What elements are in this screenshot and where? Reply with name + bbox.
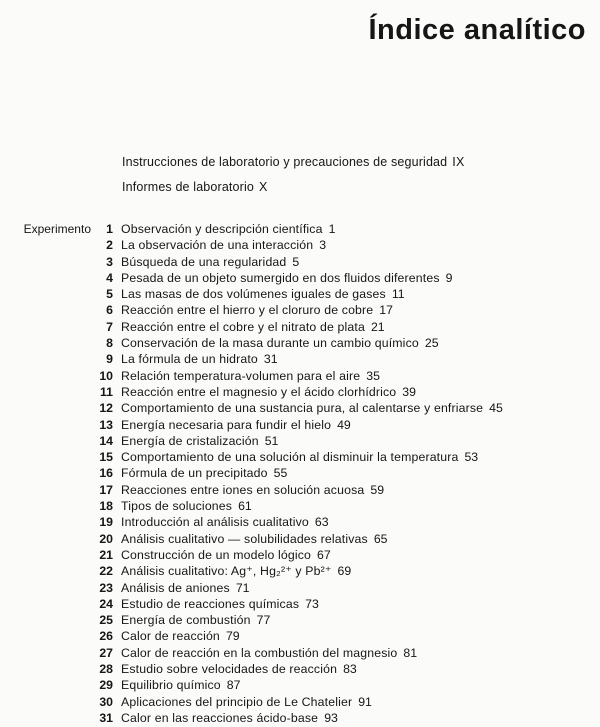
experiment-number: 12 <box>99 401 113 416</box>
experiment-entry <box>0 466 600 482</box>
experiment-entry <box>0 629 600 645</box>
experiment-title: Reacción entre el cobre y el nitrato de plata <box>121 319 365 334</box>
experiment-title: Estudio sobre velocidades de reacción <box>121 662 338 677</box>
experiment-title: Calor de reacción <box>121 629 220 644</box>
experiment-page: 91 <box>358 694 372 709</box>
experiment-entry <box>0 385 600 401</box>
experiment-list <box>0 222 600 727</box>
experiment-number: 1 <box>106 222 113 236</box>
experiment-number: 2 <box>106 238 113 253</box>
experiment-page: 93 <box>324 710 338 725</box>
experiment-page: 31 <box>263 352 278 367</box>
experiment-title: Reacción entre el hierro y el cloruro de cobre <box>121 303 374 318</box>
experiment-title: Búsqueda de una regularidad <box>121 254 287 269</box>
experiment-page: 51 <box>264 433 279 448</box>
experiment-number: 19 <box>99 515 113 530</box>
experiment-number: 25 <box>99 613 113 628</box>
experiment-title: Reacciones entre iones en solución acuosa <box>121 482 365 497</box>
experiment-page: 21 <box>370 319 385 334</box>
experiment-title: Fórmula de un precipitado <box>121 466 268 481</box>
experiment-title: Comportamiento de una solución al disminuir la temperatura <box>121 450 459 465</box>
experiment-entry <box>0 548 600 564</box>
experiment-page: 65 <box>373 531 388 546</box>
front-matter-entry <box>122 155 464 169</box>
experiment-page: 53 <box>464 450 479 465</box>
experiment-entry <box>0 483 600 499</box>
experiment-number: 28 <box>99 662 113 677</box>
experiment-entry <box>0 369 600 385</box>
experiment-title: Energía de cristalización <box>121 433 259 448</box>
experiment-page: 81 <box>403 645 418 660</box>
experiment-number: 8 <box>106 336 113 351</box>
experiment-number: 21 <box>99 547 113 562</box>
experiment-entry <box>0 613 600 629</box>
experiment-title: Tipos de soluciones <box>121 499 233 514</box>
experiment-number: 10 <box>99 368 113 383</box>
experiment-page: 39 <box>402 384 416 399</box>
experiment-page: 69 <box>337 564 352 579</box>
experiment-number: 26 <box>99 629 113 644</box>
experiment-page: 77 <box>256 613 271 628</box>
experiment-number: 4 <box>106 270 113 285</box>
experiment-title: La fórmula de un hidrato <box>121 352 258 367</box>
entry-page: X <box>259 180 268 194</box>
experiment-number: 22 <box>99 564 113 579</box>
experiment-page: 73 <box>305 596 319 611</box>
experiment-entry <box>0 336 600 352</box>
experiment-entry <box>0 434 600 450</box>
experiment-entry <box>0 646 600 662</box>
experiment-number: 11 <box>100 384 113 399</box>
experiment-title: Calor de reacción en la combustión del magnesio <box>121 645 398 660</box>
experiment-entry <box>0 352 600 368</box>
experiment-page: 11 <box>391 287 405 302</box>
experiment-number: 17 <box>99 482 113 497</box>
experiment-page: 25 <box>424 336 439 351</box>
experiment-entry <box>0 450 600 466</box>
entry-page: IX <box>452 155 465 169</box>
experiment-entry <box>0 581 600 597</box>
experiment-page: 1 <box>328 222 336 236</box>
section-label: Experimento <box>23 222 91 236</box>
experiment-entry <box>0 564 600 580</box>
experiment-entry <box>0 271 600 287</box>
experiment-page: 9 <box>445 270 453 285</box>
experiment-entry <box>0 255 600 271</box>
experiment-entry <box>0 711 600 727</box>
experiment-entry <box>0 515 600 531</box>
experiment-number: 7 <box>106 319 113 334</box>
experiment-page: 3 <box>319 238 327 253</box>
experiment-page: 59 <box>370 482 385 497</box>
experiment-entry <box>0 418 600 434</box>
experiment-number: 5 <box>106 287 113 302</box>
experiment-number: 18 <box>99 499 113 514</box>
experiment-title: Análisis cualitativo: Ag⁺, Hg₂²⁺ y Pb²⁺ <box>121 564 332 579</box>
experiment-title: Energía necesaria para fundir el hielo <box>121 417 332 432</box>
experiment-title: Análisis cualitativo — solubilidades relativas <box>121 531 368 546</box>
experiment-entry <box>0 662 600 678</box>
experiment-title: Construcción de un modelo lógico <box>121 547 312 562</box>
experiment-number: 24 <box>99 596 113 611</box>
experiment-number: 9 <box>106 352 113 367</box>
experiment-number: 31 <box>99 710 113 725</box>
entry-title: Informes de laboratorio <box>122 180 254 194</box>
experiment-page: 5 <box>292 254 300 269</box>
experiment-title: La observación de una interacción <box>121 238 314 253</box>
experiment-title: Equilibrio químico <box>121 678 221 693</box>
experiment-title: Observación y descripción científica <box>121 222 323 236</box>
experiment-page: 17 <box>379 303 393 318</box>
experiment-page: 79 <box>225 629 240 644</box>
page-title: Índice analítico <box>368 14 586 46</box>
experiment-number: 27 <box>99 645 113 660</box>
experiment-title: Estudio de reacciones químicas <box>121 596 300 611</box>
experiment-page: 87 <box>226 678 241 693</box>
experiment-title: Relación temperatura-volumen para el aire <box>121 368 361 383</box>
experiment-title: Aplicaciones del principio de Le Chatelier <box>121 694 353 709</box>
experiment-page: 67 <box>317 547 331 562</box>
experiment-entry <box>0 222 600 238</box>
experiment-page: 35 <box>366 368 380 383</box>
experiment-page: 45 <box>489 401 503 416</box>
experiment-title: Reacción entre el magnesio y el ácido clorhídrico <box>121 384 397 399</box>
experiment-page: 63 <box>314 515 329 530</box>
experiment-title: Calor en las reacciones ácido-base <box>121 710 319 725</box>
experiment-entry <box>0 678 600 694</box>
experiment-entry <box>0 287 600 303</box>
experiment-page: 49 <box>337 417 351 432</box>
experiment-number: 29 <box>99 678 113 693</box>
experiment-number: 20 <box>99 531 113 546</box>
experiment-entry <box>0 532 600 548</box>
entry-title: Instrucciones de laboratorio y precauciones de seguridad <box>122 155 448 169</box>
experiment-number: 6 <box>106 303 113 318</box>
experiment-entry <box>0 401 600 417</box>
experiment-number: 13 <box>99 417 113 432</box>
experiment-entry <box>0 238 600 254</box>
experiment-number: 23 <box>99 580 113 595</box>
experiment-title: Pesada de un objeto sumergido en dos fluidos diferentes <box>121 270 440 285</box>
experiment-title: Energía de combustión <box>121 613 251 628</box>
experiment-page: 71 <box>235 580 250 595</box>
experiment-entry <box>0 320 600 336</box>
experiment-title: Introducción al análisis cualitativo <box>121 515 309 530</box>
experiment-title: Las masas de dos volúmenes iguales de gases <box>121 287 386 302</box>
experiment-number: 3 <box>106 254 113 269</box>
experiment-entry <box>0 499 600 515</box>
experiment-entry <box>0 597 600 613</box>
experiment-title: Análisis de aniones <box>121 580 230 595</box>
experiment-page: 61 <box>238 499 252 514</box>
experiment-number: 15 <box>99 450 113 465</box>
experiment-number: 30 <box>99 694 113 709</box>
experiment-number: 14 <box>99 433 113 448</box>
experiment-page: 55 <box>273 466 288 481</box>
experiment-number: 16 <box>99 466 113 481</box>
front-matter-entry <box>122 180 268 194</box>
experiment-title: Comportamiento de una sustancia pura, al calentarse y enfriarse <box>121 401 484 416</box>
experiment-entry <box>0 695 600 711</box>
experiment-entry <box>0 303 600 319</box>
experiment-title: Conservación de la masa durante un cambio químico <box>121 336 419 351</box>
experiment-page: 83 <box>343 662 357 677</box>
